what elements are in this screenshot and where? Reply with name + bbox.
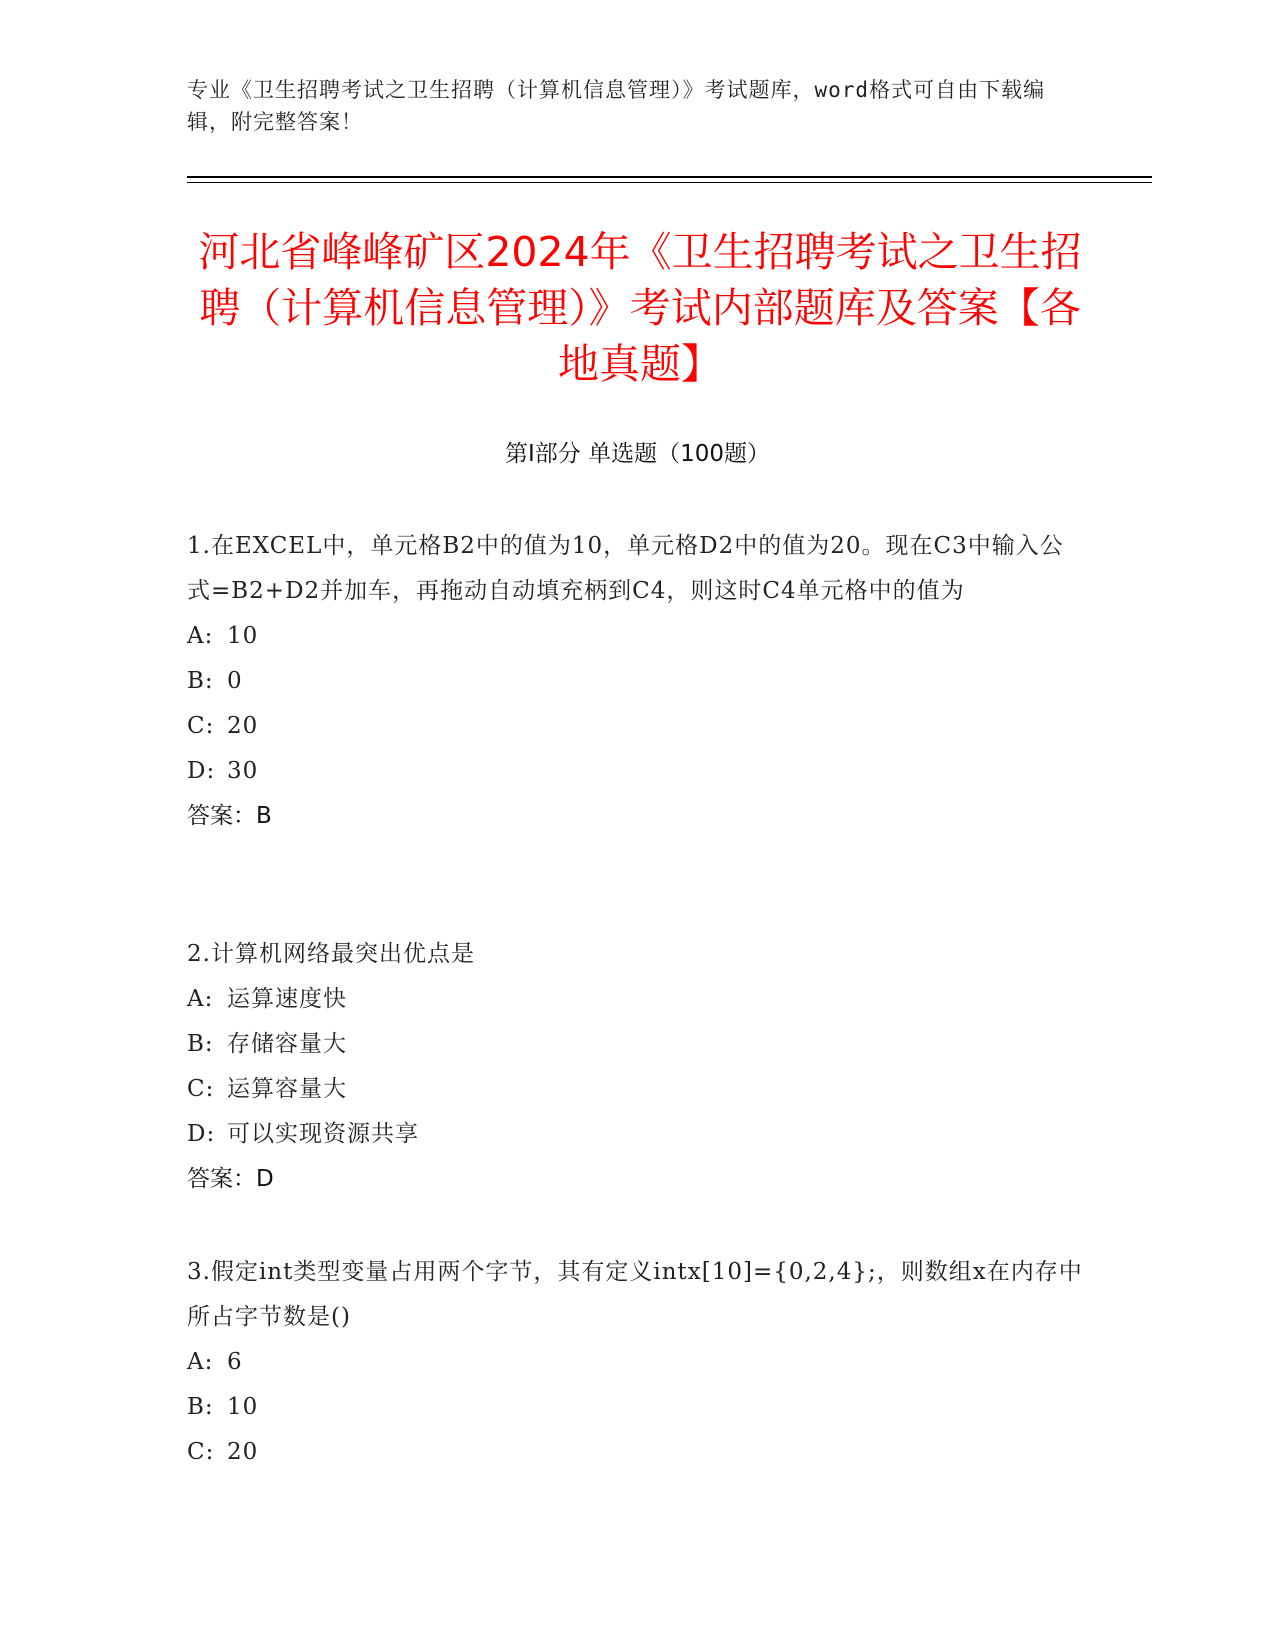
option-key: D: xyxy=(187,1121,216,1147)
option-c xyxy=(187,1430,1087,1475)
option-text: 6 xyxy=(227,1349,243,1375)
option-text: 可以实现资源共享 xyxy=(227,1121,419,1147)
option-text: 10 xyxy=(227,1394,259,1420)
option-text: 运算速度快 xyxy=(227,986,347,1012)
header-divider-thick xyxy=(187,176,1152,178)
question-stem: 2.计算机网络最突出优点是 xyxy=(187,941,475,967)
option-text: 30 xyxy=(227,758,259,784)
question-1 xyxy=(187,524,1087,839)
option-text: 0 xyxy=(227,668,243,694)
option-key: A: xyxy=(187,986,214,1012)
answer: 答案：D xyxy=(187,1166,274,1192)
option-key: C: xyxy=(187,1076,215,1102)
option-key: C: xyxy=(187,713,215,739)
option-a xyxy=(187,1340,1087,1385)
option-text: 20 xyxy=(227,713,259,739)
option-text: 10 xyxy=(227,623,259,649)
option-key: A: xyxy=(187,623,214,649)
option-d xyxy=(187,1112,1087,1157)
option-text: 存储容量大 xyxy=(227,1031,347,1057)
question-3 xyxy=(187,1250,1087,1475)
section-heading: 第Ⅰ部分 单选题（100题） xyxy=(505,441,770,467)
option-b xyxy=(187,1385,1087,1430)
option-key: C: xyxy=(187,1439,215,1465)
answer: 答案：B xyxy=(187,803,272,829)
option-d xyxy=(187,749,1087,794)
option-c xyxy=(187,704,1087,749)
option-c xyxy=(187,1067,1087,1112)
option-b xyxy=(187,1022,1087,1067)
option-key: A: xyxy=(187,1349,214,1375)
document-title: 河北省峰峰矿区2024年《卫生招聘考试之卫生招聘（计算机信息管理）》考试内部题库及答案【各地真题】 xyxy=(198,228,1082,388)
option-text: 20 xyxy=(227,1439,259,1465)
option-key: D: xyxy=(187,758,216,784)
header-note: 专业《卫生招聘考试之卫生招聘（计算机信息管理）》考试题库，word格式可自由下载编辑，附完整答案！ xyxy=(187,78,1046,134)
option-text: 运算容量大 xyxy=(227,1076,347,1102)
option-key: B: xyxy=(187,1031,214,1057)
question-stem: 1.在EXCEL中，单元格B2中的值为10，单元格D2中的值为20。现在C3中输入公式=B2+D2并加车，再拖动自动填充柄到C4，则这时C4单元格中的值为 xyxy=(187,533,1064,604)
option-a xyxy=(187,977,1087,1022)
question-2 xyxy=(187,932,1087,1202)
option-b xyxy=(187,659,1087,704)
header-divider-thin xyxy=(187,182,1152,183)
option-key: B: xyxy=(187,668,214,694)
option-a xyxy=(187,614,1087,659)
question-stem: 3.假定int类型变量占用两个字节，其有定义intx[10]={0,2,4};，则数组x在内存中所占字节数是() xyxy=(187,1259,1083,1330)
option-key: B: xyxy=(187,1394,214,1420)
